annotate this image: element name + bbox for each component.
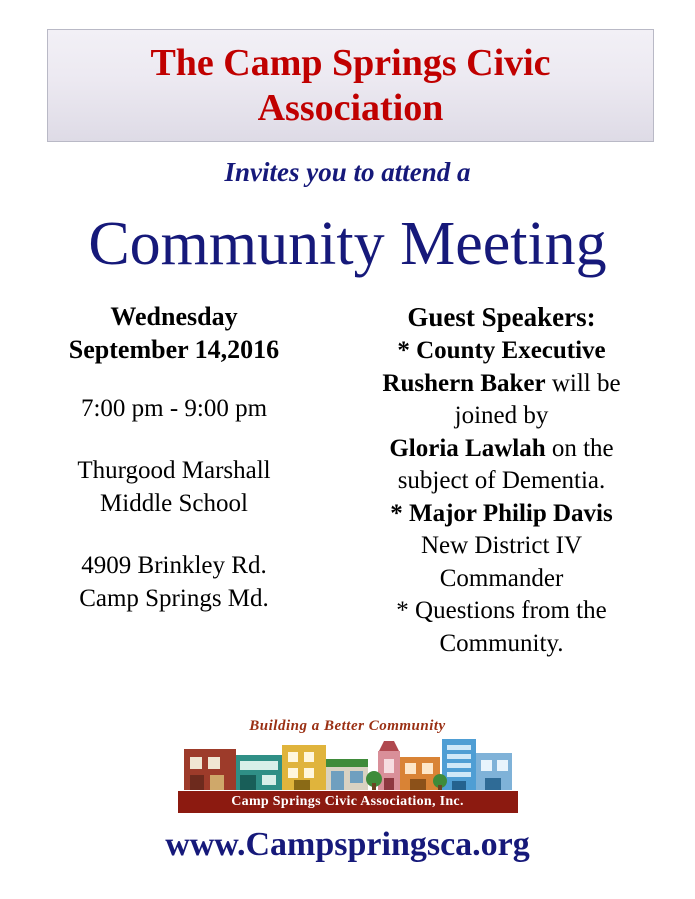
page-title: Community Meeting xyxy=(88,210,607,278)
venue-address-line2: Camp Springs Md. xyxy=(79,584,269,612)
speaker-2-line xyxy=(330,433,673,466)
speaker-1-cont: joined by xyxy=(454,402,549,430)
speaker-1-name: Rushern Baker xyxy=(382,369,546,397)
venue-name-line1: Thurgood Marshall xyxy=(77,457,271,485)
venue-address-line1: 4909 Brinkley Rd. xyxy=(81,552,267,580)
event-day: Wednesday xyxy=(110,302,238,331)
speaker-3-star: * xyxy=(390,499,410,527)
website-link[interactable]: www.Campspringsca.org xyxy=(165,826,530,863)
organization-title: The Camp Springs Civic Association xyxy=(150,41,551,129)
speaker-2-cont: subject of Dementia. xyxy=(397,467,606,495)
logo-tagline: Building a Better Community xyxy=(249,718,446,734)
speaker-3-line xyxy=(330,498,673,531)
event-details-column xyxy=(0,300,330,615)
speakers-heading: Guest Speakers: xyxy=(407,302,596,332)
event-time: 7:00 pm - 9:00 pm xyxy=(80,394,268,422)
header-banner xyxy=(47,29,654,142)
association-logo xyxy=(173,718,523,813)
invitation-line: Invites you to attend a xyxy=(224,157,471,187)
event-date: September 14,2016 xyxy=(68,335,280,365)
speaker-3-role-line2: Commander xyxy=(439,564,564,592)
speaker-1-suffix: will be xyxy=(545,369,621,397)
logo-band xyxy=(178,791,518,813)
speaker-3-name: Major Philip Davis xyxy=(409,499,613,527)
agenda-item-line2: Community. xyxy=(439,629,564,657)
agenda-item-line1: * Questions from the xyxy=(396,597,607,625)
speaker-2-suffix: on the xyxy=(545,434,614,462)
speaker-1-title: * County Executive xyxy=(397,337,606,365)
logo-band-text: Camp Springs Civic Association, Inc. xyxy=(231,794,464,809)
venue-name-line2: Middle School xyxy=(100,489,248,517)
townscape-icon xyxy=(178,735,518,790)
speaker-2-name: Gloria Lawlah xyxy=(389,434,546,462)
logo-area xyxy=(0,718,695,813)
speaker-1-line xyxy=(330,368,673,401)
content-columns xyxy=(0,300,695,660)
speakers-list xyxy=(330,335,673,660)
speaker-3-role-line1: New District IV xyxy=(420,532,583,560)
speakers-column xyxy=(330,300,695,660)
